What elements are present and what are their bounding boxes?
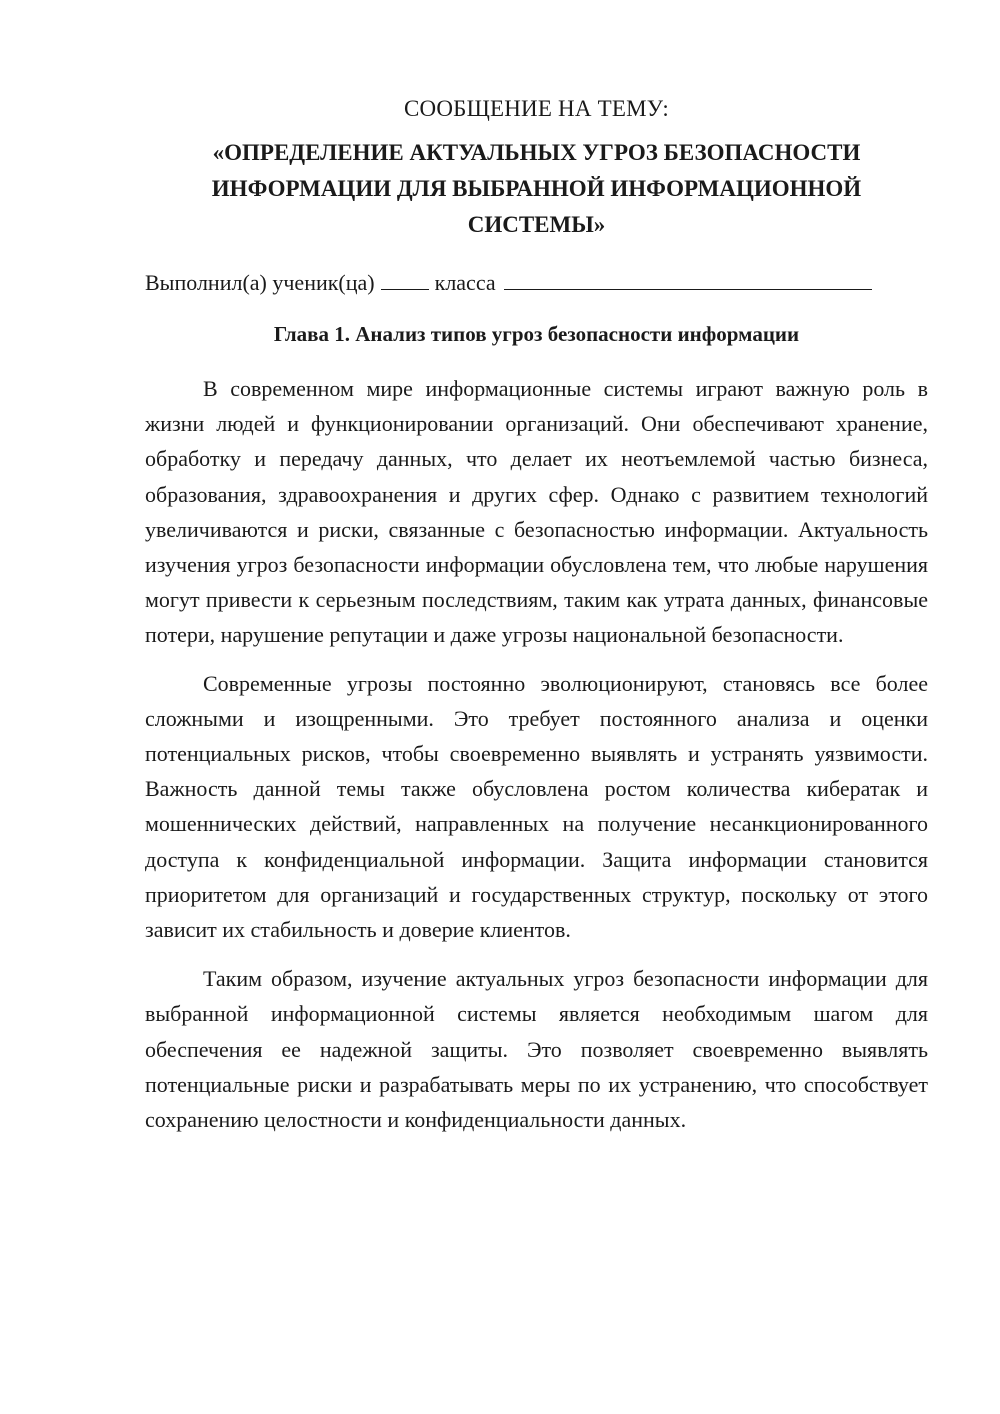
document-title-line: «ОПРЕДЕЛЕНИЕ АКТУАЛЬНЫХ УГРОЗ БЕЗОПАСНОСТИ — [212, 140, 861, 165]
document-title — [145, 135, 928, 243]
class-label: класса — [434, 270, 496, 295]
class-name-blank — [504, 269, 872, 290]
author-line — [145, 267, 928, 299]
author-prefix: Выполнил(а) ученик(ца) — [145, 270, 375, 295]
grade-blank — [381, 269, 429, 290]
document-title-line: ИНФОРМАЦИИ ДЛЯ ВЫБРАННОЙ ИНФОРМАЦИОННОЙ — [211, 176, 862, 201]
body-paragraph: Современные угрозы постоянно эволюционируют, становясь все более сложными и изощренными. Это требует постоянного анализа и оценки потенциальных рисков, чтобы своевременно выявлять и устранять уязвимости. Важность данной темы также обусловлена ростом количества кибератак и мошеннических действий, направленных на получение несанкционированного доступа к конфиденциальной информации. Защита информации становится приоритетом для организаций и государственных структур, поскольку от этого зависит их стабильность и доверие клиентов. — [145, 670, 928, 943]
body-paragraph: Таким образом, изучение актуальных угроз безопасности информации для выбранной информационной системы является необходимым шагом для обеспечения ее надежной защиты. Это позволяет своевременно выявлять потенциальные риски и разрабатывать меры по их устранению, что способствует сохранению целостности и конфиденциальности данных. — [145, 966, 928, 1133]
body-paragraph: В современном мире информационные системы играют важную роль в жизни людей и функционировании организаций. Они обеспечивают хранение, обработку и передачу данных, что делает их неотъемлемой частью бизнеса, образования, здравоохранения и других сфер. Однако с развитием технологий увеличиваются и риски, связанные с безопасностью информации. Актуальность изучения угроз безопасности информации обусловлена тем, что любые нарушения могут привести к серьезным последствиям, таким как утрата данных, финансовые потери, нарушение репутации и даже угрозы национальной безопасности. — [145, 376, 928, 648]
chapter-heading: Глава 1. Анализ типов угроз безопасности информации — [273, 322, 800, 346]
document-title-line: СИСТЕМЫ» — [467, 212, 606, 237]
document-kicker: СООБЩЕНИЕ НА ТЕМУ: — [404, 96, 669, 121]
